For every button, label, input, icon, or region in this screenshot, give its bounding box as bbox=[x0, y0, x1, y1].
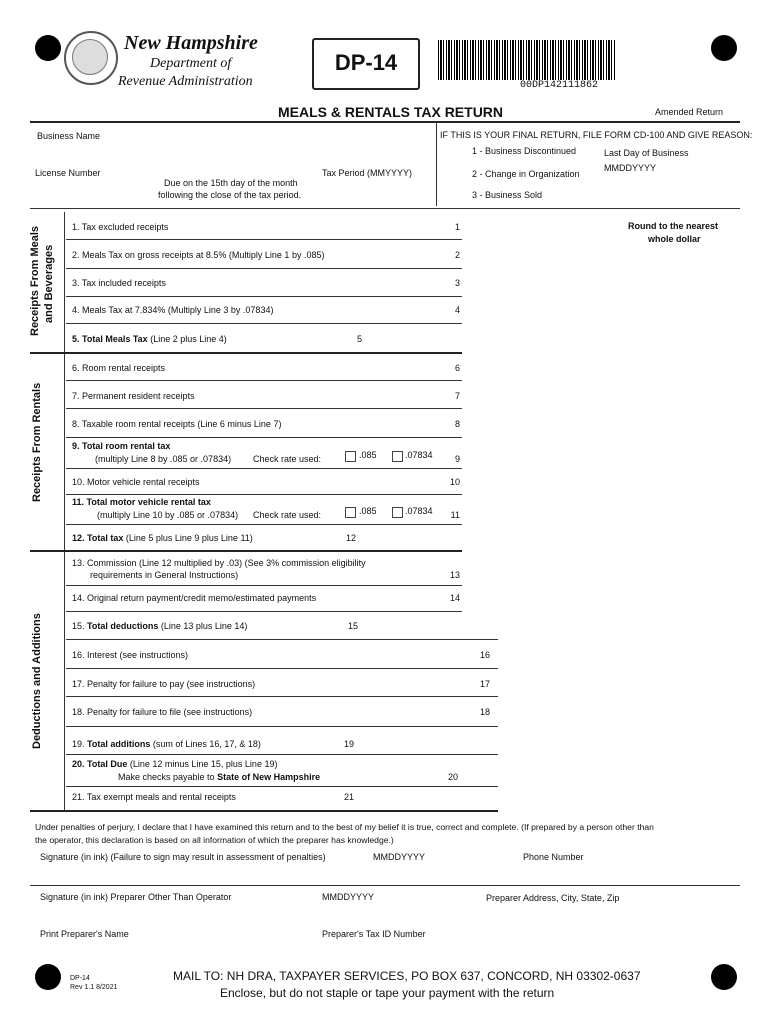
header-dept-line1: Department of bbox=[150, 56, 232, 71]
line-20-label: 20. Total Due (Line 12 minus Line 15, plus Line 19) bbox=[72, 759, 278, 769]
line-14-label: 14. Original return payment/credit memo/estimated payments bbox=[72, 593, 317, 603]
line-9-label: 9. Total room rental tax bbox=[72, 441, 171, 451]
header-state: New Hampshire bbox=[124, 32, 258, 54]
line-15-label: 15. Total deductions (Line 13 plus Line 14) bbox=[72, 621, 248, 631]
mail-to-address: MAIL TO: NH DRA, TAXPAYER SERVICES, PO BOX 637, CONCORD, NH 03302-0637 bbox=[173, 969, 641, 983]
line-19-rule bbox=[66, 754, 498, 755]
line-10-number: 10 bbox=[449, 477, 460, 487]
business-name-label: Business Name bbox=[37, 131, 101, 141]
signature-label: Signature (in ink) (Failure to sign may result in assessment of penalties) bbox=[40, 852, 326, 862]
line-12-label: 12. Total tax (Line 5 plus Line 9 plus Line 11) bbox=[72, 533, 253, 543]
line-13-rule bbox=[66, 585, 462, 586]
line-21-rule bbox=[30, 810, 498, 812]
line-13-number: 13 bbox=[449, 570, 460, 580]
line-8-rule bbox=[66, 437, 462, 438]
section-2-rule bbox=[30, 550, 462, 552]
line-9-check-rate: Check rate used: bbox=[253, 454, 322, 464]
final-return-label: IF THIS IS YOUR FINAL RETURN, FILE FORM CD-100 AND GIVE REASON: bbox=[440, 130, 753, 140]
line-1-label: 1. Tax excluded receipts bbox=[72, 222, 169, 232]
line-7-label: 7. Permanent resident receipts bbox=[72, 391, 195, 401]
header-dept-line2: Revenue Administration bbox=[118, 74, 253, 89]
round-note-line1: Round to the nearest bbox=[628, 221, 719, 231]
line-4-rule bbox=[66, 323, 462, 324]
line-3-number: 3 bbox=[454, 278, 460, 288]
reason-2: 2 - Change in Organization bbox=[472, 169, 580, 179]
line-11-rate-085: .085 bbox=[359, 506, 377, 516]
line-7-number: 7 bbox=[454, 391, 460, 401]
reason-3: 3 - Business Sold bbox=[472, 190, 543, 200]
line-20-number: 20 bbox=[447, 772, 458, 782]
last-day-format: MMDDYYYY bbox=[604, 163, 657, 173]
form-id: DP-14 bbox=[334, 50, 398, 75]
line-20-rule bbox=[66, 786, 498, 787]
line-8-label: 8. Taxable room rental receipts (Line 6 minus Line 7) bbox=[72, 419, 282, 429]
section-1-rule bbox=[30, 352, 462, 354]
line-17-rule bbox=[66, 696, 498, 697]
line-1-rule bbox=[66, 239, 462, 240]
section-meals-label: Receipts From Meals bbox=[29, 225, 41, 336]
line-13-label-a: 13. Commission (Line 12 multiplied by .03) (See 3% commission eligibility bbox=[72, 558, 366, 568]
line-11-rule bbox=[66, 524, 462, 525]
line-14-number: 14 bbox=[449, 593, 460, 603]
line-5-number: 5 bbox=[356, 334, 362, 344]
line-10-label: 10. Motor vehicle rental receipts bbox=[72, 477, 200, 487]
signature-date-format: MMDDYYYY bbox=[373, 852, 426, 862]
line-11-number: 11 bbox=[450, 510, 460, 520]
preparer-tax-id-label: Preparer's Tax ID Number bbox=[322, 929, 426, 939]
line-18-rule bbox=[66, 726, 498, 727]
signature-rule bbox=[30, 885, 740, 886]
barcode-text: 00DP142111862 bbox=[520, 80, 599, 91]
form-title: MEALS & RENTALS TAX RETURN bbox=[278, 104, 504, 120]
line-11-rate-085-checkbox[interactable] bbox=[345, 507, 356, 518]
line-3-label: 3. Tax included receipts bbox=[72, 278, 166, 288]
line-8-number: 8 bbox=[454, 419, 460, 429]
amended-return-label: Amended Return bbox=[655, 107, 724, 117]
line-2-rule bbox=[66, 268, 462, 269]
line-6-number: 6 bbox=[454, 363, 460, 373]
line-10-rule bbox=[66, 494, 462, 495]
line-9-rule bbox=[66, 468, 462, 469]
due-line1: Due on the 15th day of the month bbox=[164, 178, 298, 188]
line-5-label: 5. Total Meals Tax (Line 2 plus Line 4) bbox=[72, 334, 227, 344]
top-divider bbox=[436, 122, 437, 206]
print-preparer-name-label: Print Preparer's Name bbox=[40, 929, 129, 939]
line-16-rule bbox=[66, 668, 498, 669]
line-19-number: 19 bbox=[343, 739, 354, 749]
line-16-label: 16. Interest (see instructions) bbox=[72, 650, 189, 660]
reason-1: 1 - Business Discontinued bbox=[472, 146, 577, 156]
preparer-address-label: Preparer Address, City, State, Zip bbox=[486, 893, 620, 903]
line-4-number: 4 bbox=[454, 305, 460, 315]
section-rentals-label: Receipts From Rentals bbox=[31, 382, 43, 502]
barcode bbox=[438, 40, 616, 80]
line-9-rate-085: .085 bbox=[359, 450, 377, 460]
line-16-number: 16 bbox=[479, 650, 490, 660]
registration-mark-top-left bbox=[35, 35, 61, 61]
line-17-label: 17. Penalty for failure to pay (see instructions) bbox=[72, 679, 256, 689]
footer-revision: Rev 1.1 8/2021 bbox=[70, 984, 118, 991]
line-4-label: 4. Meals Tax at 7.834% (Multiply Line 3 by .07834) bbox=[72, 305, 274, 315]
round-note-line2: whole dollar bbox=[648, 234, 701, 244]
top-section-rule bbox=[30, 208, 740, 209]
due-line2: following the close of the tax period. bbox=[158, 190, 302, 200]
line-14-rule bbox=[66, 611, 462, 612]
line-13-label-b: requirements in General Instructions) bbox=[90, 570, 239, 580]
line-6-label: 6. Room rental receipts bbox=[72, 363, 166, 373]
line-9-sub: (multiply Line 8 by .085 or .07834) bbox=[95, 454, 232, 464]
line-9-rate-07834: .07834 bbox=[405, 450, 433, 460]
line-21-label: 21. Tax exempt meals and rental receipts bbox=[72, 792, 236, 802]
title-rule bbox=[30, 121, 740, 123]
line-21-number: 21 bbox=[343, 792, 354, 802]
form-id-box bbox=[312, 38, 420, 90]
preparer-date-format: MMDDYYYY bbox=[322, 892, 375, 902]
license-number-label: License Number bbox=[35, 168, 101, 178]
line-20-sub: Make checks payable to State of New Hampshire bbox=[118, 772, 321, 782]
line-11-sub: (multiply Line 10 by .085 or .07834) bbox=[97, 510, 239, 520]
section-deductions-label: Deductions and Additions bbox=[31, 613, 43, 749]
tax-period-label: Tax Period (MMYYYY) bbox=[322, 168, 413, 178]
line-18-label: 18. Penalty for failure to file (see instructions) bbox=[72, 707, 253, 717]
line-2-label: 2. Meals Tax on gross receipts at 8.5% (Multiply Line 1 by .085) bbox=[72, 250, 325, 260]
line-15-rule bbox=[66, 639, 498, 640]
line-18-number: 18 bbox=[479, 707, 490, 717]
line-11-rate-07834: .07834 bbox=[405, 506, 433, 516]
state-seal-icon bbox=[64, 31, 118, 85]
side-rule bbox=[64, 212, 65, 812]
line-11-label: 11. Total motor vehicle rental tax bbox=[72, 497, 211, 507]
registration-mark-top-right bbox=[711, 35, 737, 61]
registration-mark-bottom-left bbox=[35, 964, 61, 990]
perjury-statement-line1: Under penalties of perjury, I declare that I have examined this return and to the best of my belief it is true, correct and complete. (If prepared by a person other than bbox=[35, 822, 654, 832]
line-6-rule bbox=[66, 380, 462, 381]
line-17-number: 17 bbox=[479, 679, 490, 689]
line-3-rule bbox=[66, 296, 462, 297]
registration-mark-bottom-right bbox=[711, 964, 737, 990]
enclose-note: Enclose, but do not staple or tape your payment with the return bbox=[220, 986, 555, 1000]
line-9-rate-085-checkbox[interactable] bbox=[345, 451, 356, 462]
phone-number-label: Phone Number bbox=[523, 852, 584, 862]
footer-form-id: DP-14 bbox=[70, 975, 90, 982]
preparer-signature-label: Signature (in ink) Preparer Other Than Operator bbox=[40, 892, 232, 902]
line-11-check-rate: Check rate used: bbox=[253, 510, 322, 520]
line-9-rate-07834-checkbox[interactable] bbox=[392, 451, 403, 462]
line-12-number: 12 bbox=[345, 533, 356, 543]
line-9-number: 9 bbox=[454, 454, 460, 464]
line-19-label: 19. Total additions (sum of Lines 16, 17, & 18) bbox=[72, 739, 261, 749]
section-meals-label-2: and Beverages bbox=[43, 244, 55, 323]
line-7-rule bbox=[66, 408, 462, 409]
line-11-rate-07834-checkbox[interactable] bbox=[392, 507, 403, 518]
line-2-number: 2 bbox=[454, 250, 460, 260]
line-1-number: 1 bbox=[454, 222, 460, 232]
perjury-statement-line2: the operator, this declaration is based on all information of which the preparer has knowledge.) bbox=[35, 835, 394, 845]
line-15-number: 15 bbox=[347, 621, 358, 631]
last-day-label: Last Day of Business bbox=[604, 148, 689, 158]
